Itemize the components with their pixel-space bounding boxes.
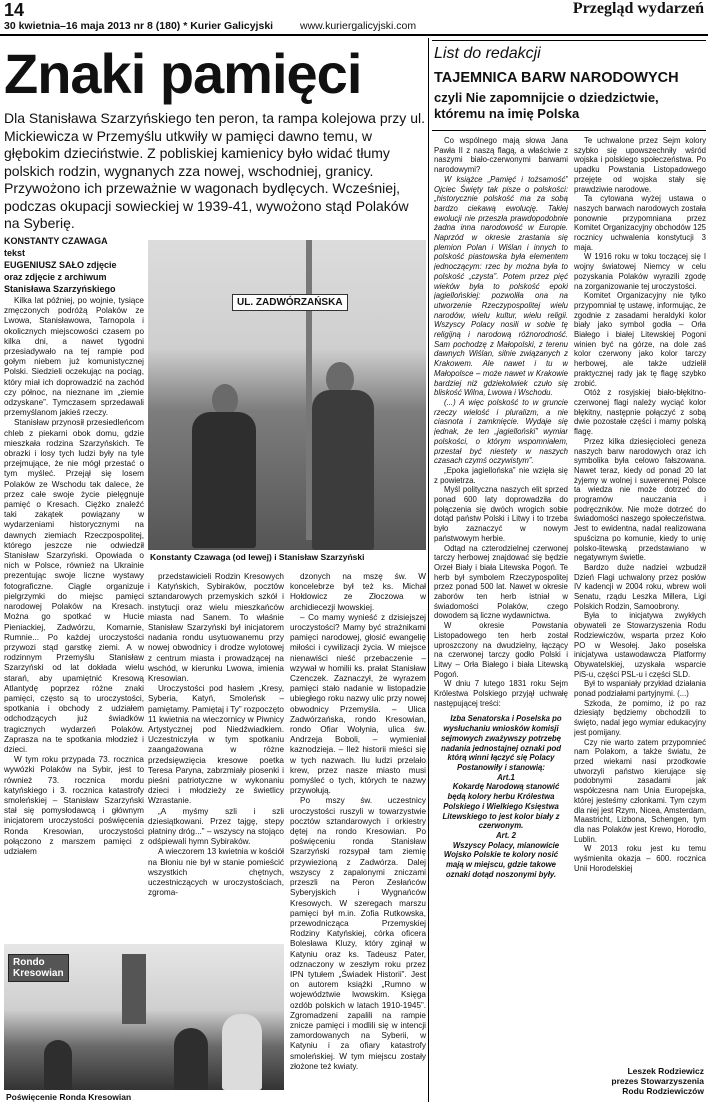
letter-top-rule — [432, 40, 706, 41]
crowd-figure — [174, 1028, 208, 1090]
paragraph: dzonych na mszę św. W koncelebrze był też ks. Michał Hołdowicz ze Złoczowa w archidiecezji lwowskiej. — [290, 572, 426, 612]
section-title: Przegląd wydarzeń — [572, 0, 704, 17]
sign-line: Rondo — [13, 957, 45, 968]
article-column-2 — [148, 572, 284, 938]
letter-title-rule — [432, 130, 706, 131]
letter-column-2 — [574, 136, 706, 1062]
signature-organization: Rodu Rodziewiczów — [622, 1086, 704, 1096]
decree-text: Wszyscy Polacy, mianowicie Wojsko Polskie te kolory nosić mają w miejscu, gdzie takowe oznaki dotąd noszonymi były. — [443, 840, 560, 879]
byline-photographer: EUGENIUSZ SAŁO zdjęcie — [4, 260, 117, 270]
person-left — [192, 412, 256, 548]
letter-signature — [611, 1066, 704, 1096]
quote-paragraph: W książce „Pamięć i tożsamość” Ojciec Święty tak pisze o polskości: „historycznie polskość ma za sobą bardzo ciekawą ewolucję. Takiej ewolucji nie przeszła prawdopodobnie żadna inna narodowość w Europie. Naprzód w okresie zrastania się plemion Polan i Wiślan i innych to polskość piastowska była elementem jednoczącym: rzec by można była to polskość „czysta”. Potem przez pięć wieków była to polskość epoki jagiellońskiej: pozwoliła ona na utworzenie Rzeczypospolitej wielu narodów, wielu kultur, wielu religii. Wszyscy Polacy nosili w sobie tę religijną i narodową różnorodność. Sam pochodzę z Małopolski, z terenu dawnych Wiślan, silnie związanych z Krakowem. Ale nawet i tu w Małopolsce – może nawet w Krakowie bardziej niż gdziekolwiek czuło się bliskość Wilna, Lwowa i Wschodu. — [434, 174, 568, 398]
paragraph: Odtąd na czterodzielnej czerwonej tarczy herbowej znajdować się będzie Orzeł Biały i biała Litewska Pogoń. Te herb był symbolem Rzeczypospolitej przez ponad 500 lat. Nawet w okresie zaborów ten herb istniał w świadomości Polaków, czego dowodem są liczne wydawnictwa. — [434, 543, 568, 621]
decree-article: Art. 2 — [496, 830, 516, 840]
paragraph: A wieczorem 13 kwietnia w kościół na Błoniu nie był w stanie pomieścić wszystkich chętnych, uczestniczących w uroczystościach, zgroma- — [148, 847, 284, 898]
article-headline: Znaki pamięci — [4, 42, 362, 105]
paragraph: Był to wspaniały przykład działania ponad podziałami partyjnymi. (...) — [574, 679, 706, 699]
priest-figure — [222, 1014, 262, 1090]
article-lead: Dla Stanisława Szarzyńskiego ten peron, ta rampa kolejowa przy ul. Mickiewicza w Przemyślu utkwiły w pamięci dawno temu, w głębokim dzieciństwie. Z pobliskiej kamienicy było widać tłumy polskich rodzin, wygnanych zza nowej, wschodniej, granicy. Przywożono ich przeważnie w wagonach bydlęcych. Wcześniej, podczas okupacji sowieckiej w 1939-41, wywożono stąd Polaków na Syberię. — [4, 110, 425, 231]
paragraph: Komitet Organizacyjny nie tylko przypomniał tę ustawę, informując, że zgodnie z zasadami heraldyki kolor biały jako symbol godła – Orła Białego i białej Litewskiej Pogoni winien być na górze, na dole zaś kolor czerwony jako kolor tarczy herbowej, ale także udzielił praktycznej rady jak tę flagę szybko zrobić. — [574, 291, 706, 388]
paragraph: „Epoka jagiellońska” nie wzięła się z powietrza. — [434, 465, 568, 485]
paragraph: Szkoda, że pomimo, iż po raz dziesiąty będziemy obchodzili to święto, nadal jego wymiar edukacyjny jest pomijany. — [574, 698, 706, 737]
paragraph: W dniu 7 lutego 1831 roku Sejm Królestwa Polskiego przyjął uchwałę następującej treści: — [434, 679, 568, 708]
paragraph: Bardzo duże nadziei wzbudził Dzień Flagi uchwalony przez posłów IV kadencji w 2004 roku, wbrew woli Senatu, rządu Leszka Millera, Ligi Polskich Rodzin, Samoobrony. — [574, 562, 706, 611]
paragraph: Po mszy św. uczestnicy uroczystości ruszyli w towarzystwie pocztów sztandarowych i orkiestry dętej na rondo Kresowian. Po poświęceniu ronda Stanisław Szarzyński rozsypał tam ziemię przywiezioną z Zadwórza. Dalej wszyscy z zapalonymi zniczami przeszli na Peron Zesłańców Syberyjskich i Wygnańców Kresowych. W szeregach marszu pamięci był m.in. Zofia Rutkowska, przewodnicząca Przemyskiej Rodziny Katyńskiej, córka oficera Bolesława Kluzy, który zginął w Katyniu oraz ks. Tadeusz Pater, odznaczony w zeszłym roku przez IPN tytułem „Świadek Historii”. Jest on autorem książki „Rumno w województwie lwowskim. Księga ozdób polskich w latach 1910-1945”. Zgromadzeni zapalili na rampie znicze pamięci i modlili się w intencji zamordowanych na Syberii, w Katyniu i za ofiary katastrofy smoleńskiej. W tym miejscu zostały złożone też kwiaty. — [290, 796, 426, 1071]
letter-subtitle: czyli Nie zapomnijcie o dziedzictwie, któremu na imię Polska — [434, 90, 659, 121]
column-separator — [428, 38, 429, 1102]
paragraph: W 1916 roku w toku toczącej się I wojny światowej Niemcy w celu pozyskania Polaków wyrazili zgodę na zorganizowanie tej uroczystości. — [574, 252, 706, 291]
paragraph: Te uchwalone przez Sejm kolory szybko się upowszechniły wśród wojska i polskiego społeczeństwa. Po upadku Powstania Listopadowego przejęte od wojska stały się prawdziwie narodowe. — [574, 136, 706, 194]
paragraph: Otóż z rosyjskiej biało-błękitno-czerwonej flagi należy wyciąć kolor błękitny, następnie połączyć z sobą dwie pozostałe części i mamy polską flagę. — [574, 388, 706, 437]
photo-rondo-kresowian — [4, 944, 284, 1090]
paragraph: Czy nie warto zatem przypomnieć nam Polakom, a także światu, że przed wiekami nasi przodkowie utworzyli państwo kierujące się podobnymi zasadami jak współczesna nam Unia Europejska, której jesteśmy członkami. Tym czym dla niej jest Rzym, Nicea, Amsterdam, Maastricht, Lizbona, Schengen, tym dla nas Polaków jest Krewo, Horodło, Lublin. — [574, 737, 706, 844]
byline-archive-owner: Stanisława Szarzyńskiego — [4, 284, 116, 294]
letter-title: TAJEMNICA BARW NARODOWYCH — [434, 70, 679, 86]
article-column-3 — [290, 572, 426, 1098]
letter-kicker: List do redakcji — [434, 45, 541, 62]
issue-info: 30 kwietnia–16 maja 2013 nr 8 (180) * Kurier Galicyjski — [4, 20, 274, 32]
website-url[interactable]: www.kuriergalicyjski.com — [300, 20, 417, 32]
photo-caption: Konstanty Czawaga (od lewej) i Stanisław Szarzyński — [150, 552, 365, 562]
paragraph: – Co mamy wynieść z dzisiejszej uroczystości? Mamy być strażnikami pamięci narodowej, głosić ewangelię miłości i cywilizacji życia. W miejsce nienawiści nieść przebaczenie – wzywał w homilii ks. prałat Stanisław Czenczek. Zaznaczył, że wyrazem pamięci stało nadanie w listopadzie ubiegłego roku nazwy ulic przy nowej obwodnicy Przemyśla. – Ulica Zadwórzańska, rondo Kresowian, rondo Ofiar Wołynia, ulica św. Andrzeja Boboli, – wymieniał kaznodzieja. – Ileż historii mieści się w tych nazwach. Ilu ludzi przelało krew, przez nasze miasto musi pomyśleć o tych, których te nazwy przywołują. — [290, 612, 426, 796]
paragraph: Co wspólnego mają słowa Jana Pawła II z naszą flagą, a właściwie z naszymi biało-czerwonymi barwami narodowymi? — [434, 136, 568, 175]
street-sign: UL. ZADWÓRZAŃSKA — [232, 294, 348, 311]
decree-text: Kokardę Narodową stanowić będą kolory herbu Królestwa Polskiego i Wielkiego Księstwa Litewskiego to jest kolor biały z czerwonym. — [442, 782, 560, 831]
article-byline — [4, 236, 146, 296]
signature-name: Leszek Rodziewicz — [627, 1066, 704, 1076]
article-column-1 — [4, 296, 144, 934]
signature-role: prezes Stowarzyszenia — [611, 1076, 704, 1086]
paragraph: Była to inicjatywa zwykłych obywateli ze Stowarzyszenia Rodu Rodziewiczów, wsparta przez Koło PO w Wesołej. Jako posełska inicjatywa ustawodawcza Platformy Obywatelskiej, uzyskała wsparcie PiS-u, części PSL-u i części SLD. — [574, 611, 706, 679]
byline-archive: oraz zdjęcie z archiwum — [4, 272, 107, 282]
paragraph: W tym roku przypada 73. rocznica wywózki Polaków na Sybir, jest to również 73. rocznica mordu katyńskiego i 3. rocznica katastrofy smoleńskiej – Stanisław Szarzyński stał się pomysłodawcą i głównym inicjatorem uroczystości poświęcenia Ronda Kresowian, uroczystości połączono z marszem pamięci z udziałem — [4, 755, 144, 856]
paragraph: Ta cytowana wyżej ustawa o naszych barwach narodowych została ponownie przypomniana przez Komitet Organizacyjny obchodów 125 rocznicy uchwalenia konstytucji 3 maja. — [574, 194, 706, 252]
paragraph: W 2013 roku jest ku temu wyśmienita okazja – 600. rocznica Unii Horodelskiej — [574, 844, 706, 873]
quote-paragraph: (...) A więc polskość to w gruncie rzeczy wielość i pluralizm, a nie ciasnota i zamknięcie. Wydaje się jednak, że ten „jagielloński” wymiar polskości, o którym wspomniałem, przestał być niestety w naszych czasach czymś oczywistym”. — [434, 397, 568, 466]
paragraph: Przez kilka dziesięcioleci geneza naszych barw narodowych oraz ich symbolika była celowo fałszowana. Nawet teraz, kiedy od ponad 20 lat żyjemy w wolnej i suwerennej Polsce ta wiedza nie może dotrzeć do programów nauczania i podręczników. Nie może dotrzeć do świadomości naszego społeczeństwa. Jest to ewidentna, nadal realizowana spuścizna po komunie, kiedy to unię polsko-litewską przedstawiano w negatywnym świetle. — [574, 436, 706, 563]
decree-article: Art.1 — [497, 772, 515, 782]
paragraph: Myśl polityczna naszych elit sprzed ponad 600 laty doprowadziła do połączenia się dwóch wrogich sobie dotąd państw Polski i Litwy i to trzeba było zaznaczyć w nowym państwowym herbie. — [434, 485, 568, 543]
person-right — [312, 390, 374, 550]
byline-author: KONSTANTY CZAWAGA — [4, 236, 108, 246]
church-tower — [122, 954, 146, 1024]
decree-text: Izba Senatorska i Poselska po wysłuchaniu wniosków komisji sejmowych zważywszy potrzebę nadania jednostajnej oznaki pod którą winni łączyć się Polacy Postanowiły i stanowią: — [440, 714, 562, 772]
paragraph: przedstawicieli Rodzin Kresowych i Katyńskich, Sybiraków, pocztów sztandarowych przemyskich szkół i instytucji oraz wielu mieszkańców miasta nad Sanem. To właśnie Stanisław Szarzyński był inicjatorem nadania rondu usytuowanemu przy nowej obwodnicy i drodze wylotowej z centrum miasta i prowadzącej na wschód, w kierunku Lwowa, imienia Kresowian. — [148, 572, 284, 684]
paragraph: Uroczystości pod hasłem „Kresy, Syberia, Katyń, Smoleńsk – pamiętamy. Pamiętaj i Ty” rozpoczęto 11 kwietnia na wieczornicy w Piwnicy Artystycznej pod Niedźwiadkiem. Uczestniczyła w tym spotkaniu zaangażowana w różne przedsięwzięcia kresowe poetka Teresa Paryna, zabrzmiały piosenki i pieśni patriotyczne w wykonaniu dzieci i młodzieży ze świetlicy Wzrastanie. — [148, 684, 284, 806]
paragraph: Kilka lat później, po wojnie, tysiące zmęczonych podróżą Polaków ze Lwowa, Stanisławowa, Tarnopola i okolicznych miejscowości czasem po kilka dni, a nawet tygodni przesiadywało na tej rampie pod gołym niebem już komunistycznej Polski. Siedzieli oczekując na pociąg, który miał ich doprowadzić na zachód czy północ, na nieznane im „ziemie odzyskane”. Tymczasem sprzedawali przemyślanom jakieś rzeczy. — [4, 296, 144, 418]
paragraph: „A myśmy szli i szli dziesiątkowani. Przez tajgę, stepy płatniny dróg...” – wszyscy na stojąco odśpiewali hymn Sybiraków. — [148, 806, 284, 847]
crowd-figure — [44, 1040, 72, 1090]
sign-line: Kresowian — [13, 968, 64, 979]
paragraph: W okresie Powstania Listopadowego ten herb został uproszczony na dwudzielny, łączący na czerwonej tarczy godło Polski i Litwy – Orła Białego i biała Litewską Pogoń. — [434, 621, 568, 679]
byline-role: tekst — [4, 248, 26, 258]
header-rule — [0, 34, 708, 36]
letter-column-1 — [434, 136, 568, 1098]
photo-caption: Poświęcenie Ronda Kresowian — [6, 1092, 132, 1102]
roundabout-sign — [8, 954, 69, 982]
page-number: 14 — [4, 0, 25, 20]
photo-zadworzanska-street — [148, 240, 426, 550]
paragraph: Stanisław przynosił przesiedleńcom chleb z piekarni obok domu, gdzie mieszkała rodzina Szarzyńskich. Te obrazki i losy tych ludzi były na tyle przejmujące, że nie mógł przestać o tym myśleć. Przejął się losem Polaków ze Wschodu tak dalece, że przez całe swoje życie pielęgnuje pamięć o Kresach. Ciężko znaleźć taki zakątek powiązany w wydarzeniami historycznymi na dawnych ziemiach Rzeczpospolitej, którego jeszcze nie odwiedził Stanisław Szarzyński. Opowiada o nich w Polsce, również na Ukrainie prezentując swoje liczne wystawy fotograficzne. Ciągle organizuje pielgrzymki do miejsc pamięci narodowej Polaków na Kresach. Można go spotkać w Hucie Pieniackiej, Zadwórzu, Komarnie, Rumnie... Po każdej uroczystości przywozi stąd garstkę ziemi. A w rodzinnym Przemyślu Stanisław Szarzyński od lat dokłada wielu starań, aby upamiętnić Kresową Atlantydę poprzez różne znaki pamięci, często są to uroczystości, spotkania i obchody z udziałem odchodzących już świadków tragicznych wydarzeń Polaków. Zaprasza na te spotkania młodzież i dzieci. — [4, 418, 144, 754]
